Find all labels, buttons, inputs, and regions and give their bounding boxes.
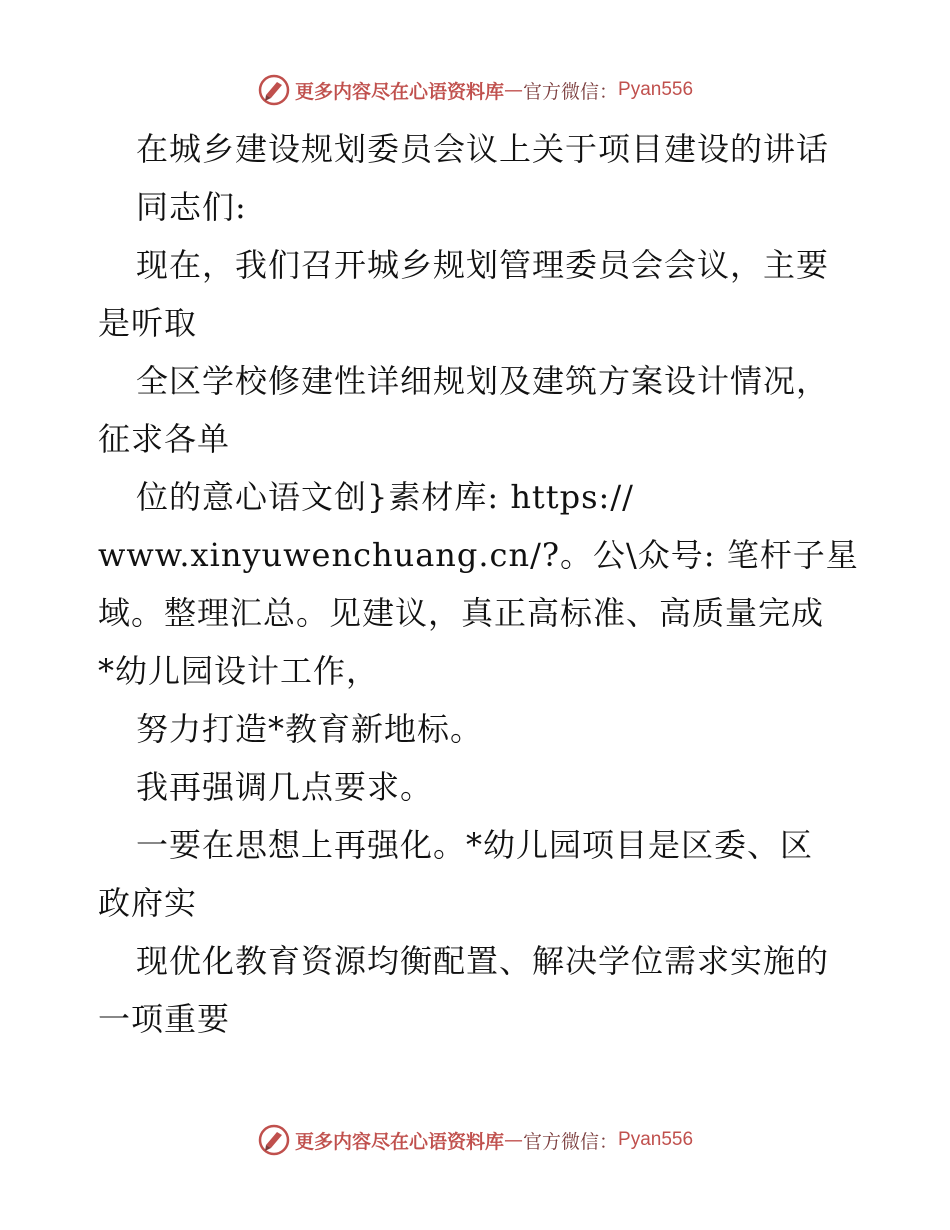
banner-separator: ： — [599, 80, 619, 103]
text-line: 现在，我们召开城乡规划管理委员会会议，主要 — [136, 246, 830, 284]
text-line: 现优化教育资源均衡配置、解决学位需求实施的 — [136, 942, 830, 980]
text-line: *幼儿园设计工作， — [98, 652, 380, 690]
banner-separator: ： — [599, 1130, 619, 1153]
banner-wechat-id: Pyan556 — [618, 1129, 694, 1150]
banner-wechat-label: 官方微信 — [522, 80, 599, 103]
banner-main-text: 更多内容尽在心语资料库 — [294, 80, 504, 103]
footer-banner — [0, 1120, 950, 1160]
logo-icon — [257, 1123, 291, 1157]
text-line: 域。整理汇总。见建议，真正高标准、高质量完成 — [98, 594, 825, 632]
text-line: 一项重要 — [98, 1000, 231, 1038]
text-line: 位的意心语文创}素材库: https:// — [136, 478, 634, 516]
text-line: 努力打造*教育新地标。 — [136, 710, 484, 748]
text-line: 政府实 — [98, 884, 198, 922]
text-line: 同志们: — [136, 188, 247, 226]
text-line: 我再强调几点要求。 — [136, 768, 434, 806]
text-line: 是听取 — [98, 304, 198, 342]
header-banner — [0, 70, 950, 110]
text-line: 全区学校修建性详细规划及建筑方案设计情况， — [136, 362, 830, 400]
text-line: www.xinyuwenchuang.cn/?。公\众号: 笔杆子星 — [98, 536, 859, 574]
banner-dash: — — [503, 79, 523, 101]
title-line: 在城乡建设规划委员会议上关于项目建设的讲话 — [136, 130, 830, 168]
banner-dash: — — [503, 1129, 523, 1151]
text-line: 一要在思想上再强化。*幼儿园项目是区委、区 — [136, 826, 814, 864]
banner-wechat-label: 官方微信 — [522, 1130, 599, 1153]
text-line: 征求各单 — [98, 420, 231, 458]
banner-main-text: 更多内容尽在心语资料库 — [294, 1130, 504, 1153]
document-body — [98, 120, 858, 1048]
logo-icon — [257, 73, 291, 107]
banner-wechat-id: Pyan556 — [618, 79, 694, 100]
